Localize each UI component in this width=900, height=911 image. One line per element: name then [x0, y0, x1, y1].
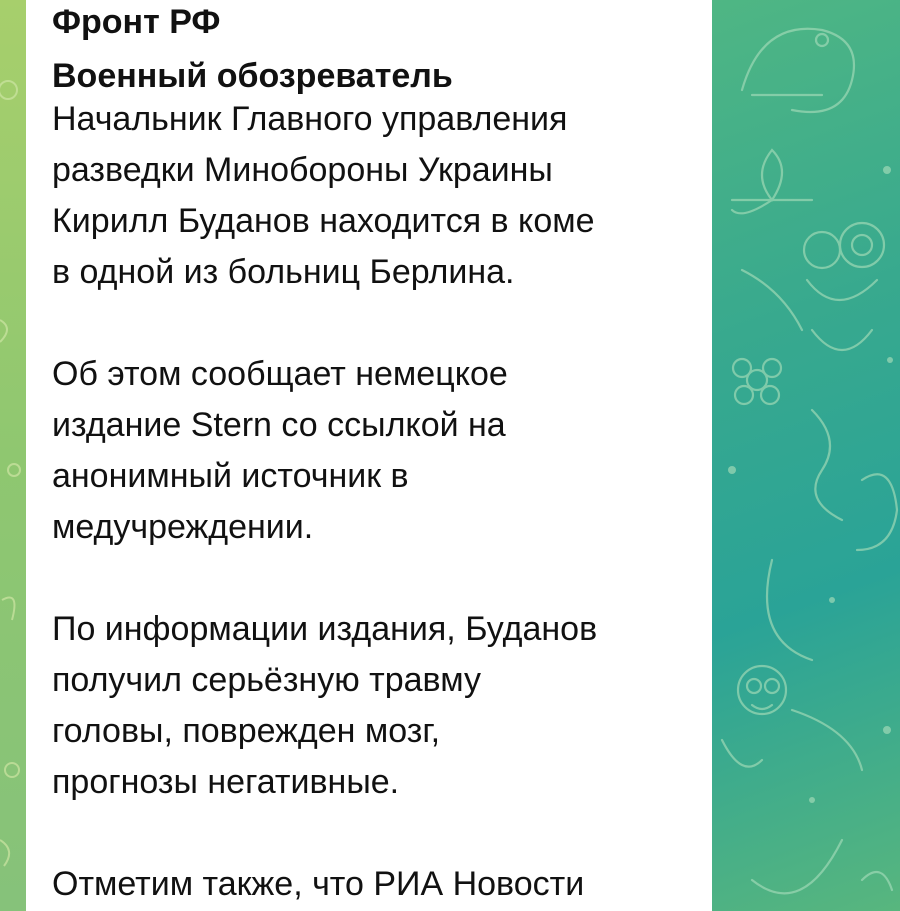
message-paragraph-4: Отметим также, что РИА Новости	[52, 865, 585, 903]
wallpaper-doodles-icon	[712, 0, 900, 911]
message-paragraph-2: Об этом сообщает немецкое издание Stern со ссылкой на анонимный источник в медучреждении.	[52, 355, 508, 546]
author-signature: Военный обозреватель	[52, 57, 453, 95]
wallpaper-right-strip	[712, 0, 900, 911]
channel-name[interactable]: Фронт РФ	[52, 3, 221, 41]
wallpaper-left-strip	[0, 0, 26, 911]
message-paragraph-3: По информации издания, Буданов получил серьёзную травму головы, поврежден мозг, прогнозы негативные.	[52, 610, 598, 801]
message-content	[52, 0, 692, 910]
wallpaper-doodles-left-icon	[0, 0, 26, 911]
message-paragraph-1: Начальник Главного управления разведки Минобороны Украины Кирилл Буданов находится в коме в одной из больниц Берлина.	[52, 100, 595, 291]
